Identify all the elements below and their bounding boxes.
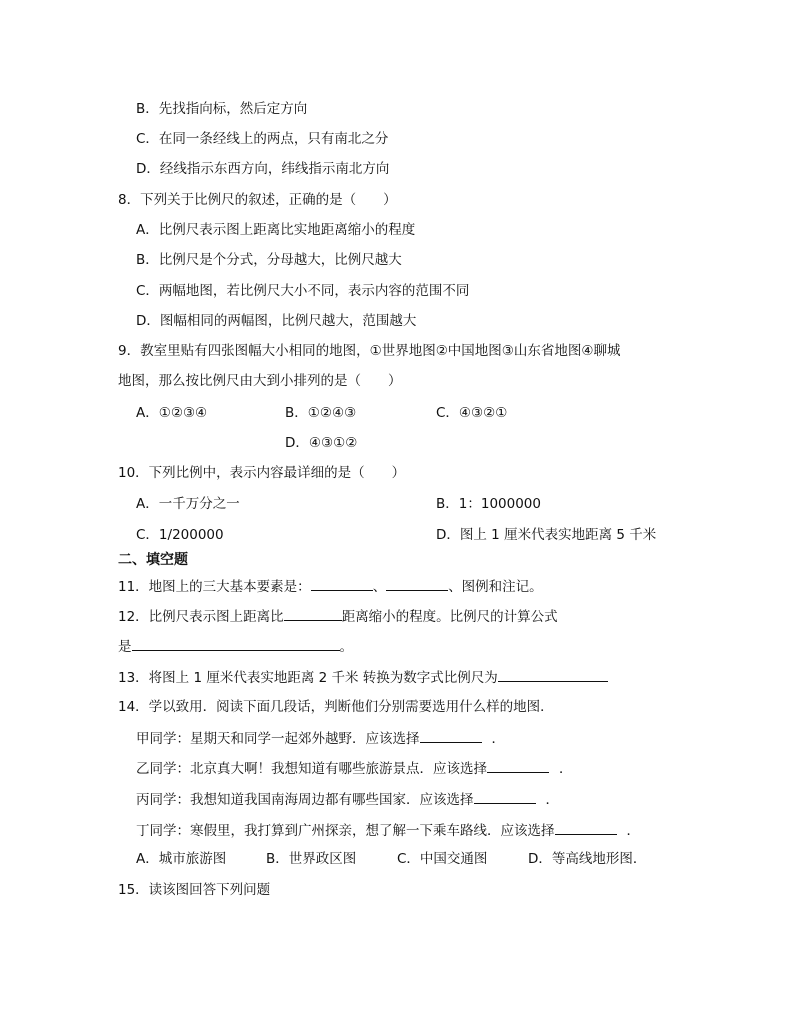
q13-prefix: 13．将图上 1 厘米代表实地距离 2 千米 转换为数字式比例尺为	[118, 670, 498, 686]
q14-jia-blank[interactable]	[420, 728, 482, 743]
q14-yi-end: ．	[559, 761, 573, 777]
q14-bing-text: 丙同学：我想知道我国南海周边都有哪些国家．应该选择	[136, 792, 474, 808]
q12-line1	[118, 606, 558, 626]
q10-stem: 10．下列比例中，表示内容最详细的是（ ）	[118, 465, 406, 481]
q12-blank-2[interactable]	[132, 636, 340, 651]
q12-line2-prefix: 是	[118, 639, 132, 655]
q8-option-a: A．比例尺表示图上距离比实地距离缩小的程度	[136, 222, 416, 238]
q12-middle: 距离缩小的程度。比例尺的计算公式	[341, 609, 558, 625]
q14-bing-end: ．	[545, 792, 559, 808]
q10-option-b: B．1：1000000	[436, 496, 541, 512]
q11-separator: 、	[372, 579, 387, 595]
q14-student-jia	[136, 728, 505, 748]
q14-ding-end: ．	[626, 823, 640, 839]
q11-blank-2[interactable]	[386, 576, 448, 591]
q11-prefix: 11．地图上的三大基本要素是：	[118, 579, 311, 595]
q9-stem-line2: 地图，那么按比例尺由大到小排列的是（ ）	[118, 373, 402, 389]
q9-option-b: B．①②④③	[285, 405, 357, 421]
q14-yi-blank[interactable]	[487, 758, 549, 773]
q9-option-d: D．④③①②	[285, 435, 358, 451]
q14-option-d: D．等高线地形图．	[528, 851, 647, 867]
q13-blank[interactable]	[498, 667, 608, 682]
q8-option-b: B．比例尺是个分式，分母越大，比例尺越大	[136, 252, 402, 268]
q14-student-yi	[136, 758, 573, 778]
q10-option-a: A．一千万分之一	[136, 496, 240, 512]
q14-option-c: C．中国交通图	[397, 851, 488, 867]
q14-option-b: B．世界政区图	[266, 851, 357, 867]
q14-jia-text: 甲同学：星期天和同学一起郊外越野．应该选择	[136, 731, 420, 747]
q14-ding-text: 丁同学：寒假里，我打算到广州探亲，想了解一下乘车路线．应该选择	[136, 823, 555, 839]
q13-line	[118, 667, 608, 687]
q7-option-d: D．经线指示东西方向，纬线指示南北方向	[136, 161, 390, 177]
q14-ding-blank[interactable]	[555, 820, 617, 835]
q9-stem-line1: 9．教室里贴有四张图幅大小相同的地图，①世界地图②中国地图③山东省地图④聊城	[118, 343, 621, 359]
q14-student-ding	[136, 820, 640, 840]
q14-option-a: A．城市旅游图	[136, 851, 227, 867]
q14-stem: 14．学以致用．阅读下面几段话，判断他们分别需要选用什么样的地图．	[118, 699, 554, 715]
q10-option-d: D．图上 1 厘米代表实地距离 5 千米	[436, 527, 657, 543]
q12-line2	[118, 636, 353, 656]
q11-line	[118, 576, 543, 596]
q14-bing-blank[interactable]	[474, 789, 536, 804]
q7-option-b: B．先找指向标，然后定方向	[136, 101, 308, 117]
q11-suffix: 、图例和注记。	[448, 579, 543, 595]
q14-jia-end: ．	[491, 731, 505, 747]
q12-line2-suffix: 。	[339, 639, 353, 655]
q10-option-c: C．1/200000	[136, 527, 224, 543]
q15-stem: 15．读该图回答下列问题	[118, 882, 271, 898]
q8-option-c: C．两幅地图，若比例尺大小不同，表示内容的范围不同	[136, 283, 470, 299]
q12-prefix: 12．比例尺表示图上距离比	[118, 609, 284, 625]
q14-yi-text: 乙同学：北京真大啊！我想知道有哪些旅游景点．应该选择	[136, 761, 487, 777]
q11-blank-1[interactable]	[311, 576, 373, 591]
q7-option-c: C．在同一条经线上的两点，只有南北之分	[136, 131, 389, 147]
q9-option-a: A．①②③④	[136, 405, 208, 421]
q9-option-c: C．④③②①	[436, 405, 508, 421]
section-heading-fill-in: 二、填空题	[118, 552, 188, 568]
q12-blank-1[interactable]	[284, 606, 342, 621]
q8-stem: 8．下列关于比例尺的叙述，正确的是（ ）	[118, 192, 397, 208]
q8-option-d: D．图幅相同的两幅图，比例尺越大，范围越大	[136, 313, 417, 329]
q14-student-bing	[136, 789, 559, 809]
